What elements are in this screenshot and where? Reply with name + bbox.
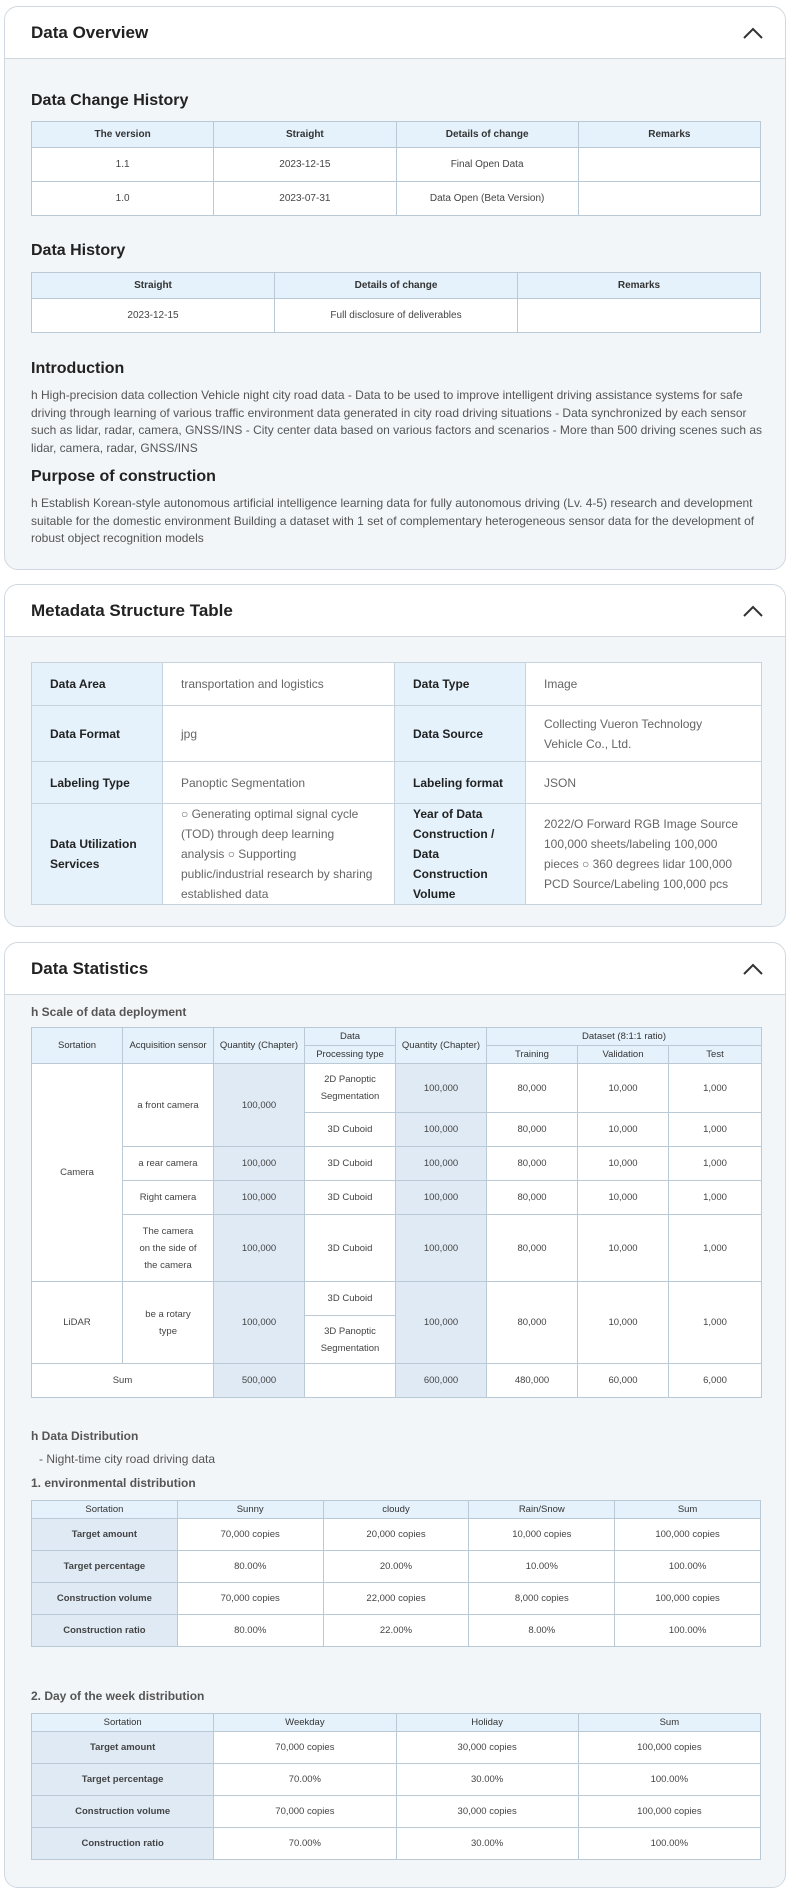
table-cell: Full disclosure of deliverables: [275, 299, 518, 333]
table-row: [32, 1732, 761, 1764]
training-cell: 80,000: [487, 1181, 578, 1215]
distribution-label: h Data Distribution: [31, 1429, 139, 1443]
table-row: [32, 1364, 762, 1398]
validation-cell: 10,000: [578, 1064, 669, 1113]
table-row: [32, 1583, 761, 1615]
processing-cell: [305, 1364, 396, 1398]
column-header: Straight: [214, 122, 396, 148]
column-header: Validation: [578, 1046, 669, 1064]
table-cell: [578, 182, 760, 216]
data-overview-title: Data Overview: [31, 22, 149, 42]
table-row: [32, 1519, 761, 1551]
processing-cell: 3D Cuboid: [305, 1181, 396, 1215]
column-header: Training: [487, 1046, 578, 1064]
change-history-table: [31, 121, 761, 216]
table-row: [32, 299, 761, 333]
table-cell: 8,000 copies: [469, 1583, 615, 1615]
data-history-table: [31, 272, 761, 333]
test-cell: 1,000: [669, 1282, 762, 1364]
column-header: The version: [32, 122, 214, 148]
table-cell: 100.00%: [615, 1615, 761, 1647]
column-header: cloudy: [323, 1501, 469, 1519]
row-header: Construction volume: [32, 1583, 178, 1615]
statistics-header[interactable]: [5, 943, 785, 995]
row-group-label: Camera: [32, 1064, 123, 1282]
table-cell: 100,000 copies: [615, 1519, 761, 1551]
table-cell: [578, 148, 760, 182]
sensor-cell: The camera on the side of the camera: [123, 1215, 214, 1282]
quantity-cell: 100,000: [396, 1282, 487, 1364]
meta-value: ○ Generating optimal signal cycle (TOD) through deep learning analysis ○ Supporting public/industrial research by sharing established data: [163, 804, 395, 905]
column-header: Remarks: [578, 122, 760, 148]
meta-value: Panoptic Segmentation: [163, 762, 395, 804]
table-cell: 70,000 copies: [177, 1583, 323, 1615]
table-row: [32, 1147, 762, 1181]
day-of-week-table: [31, 1713, 761, 1860]
table-cell: 1.1: [32, 148, 214, 182]
introduction-heading: Introduction: [31, 360, 125, 377]
training-cell: 80,000: [487, 1147, 578, 1181]
quantity-cell: 100,000: [396, 1181, 487, 1215]
meta-key: Data Utilization Services: [32, 804, 163, 905]
metadata-title: Metadata Structure Table: [31, 600, 233, 620]
table-row: [32, 1796, 761, 1828]
processing-cell: 3D Cuboid: [305, 1147, 396, 1181]
table-cell: 70,000 copies: [214, 1732, 396, 1764]
metadata-table: [31, 662, 762, 905]
test-cell: 1,000: [669, 1064, 762, 1113]
sum-label: Sum: [32, 1364, 214, 1398]
table-row: [32, 1551, 761, 1583]
meta-key: Data Source: [395, 706, 526, 762]
meta-value: transportation and logistics: [163, 663, 395, 706]
table-row: [32, 1828, 761, 1860]
column-header: Remarks: [518, 273, 761, 299]
table-cell: 70,000 copies: [177, 1519, 323, 1551]
environment-heading: 1. environmental distribution: [31, 1476, 196, 1490]
table-cell: 100,000 copies: [615, 1583, 761, 1615]
metadata-card: [4, 584, 786, 927]
meta-key: Data Format: [32, 706, 163, 762]
test-cell: 1,000: [669, 1181, 762, 1215]
test-cell: 1,000: [669, 1147, 762, 1181]
chevron-up-icon[interactable]: [743, 963, 763, 975]
table-cell: 100,000 copies: [578, 1732, 760, 1764]
quantity-cell: 100,000: [396, 1113, 487, 1147]
statistics-card: [4, 942, 786, 1888]
table-cell: 80.00%: [177, 1615, 323, 1647]
table-row: [32, 706, 762, 762]
table-cell: 10.00%: [469, 1551, 615, 1583]
purpose-text: h Establish Korean-style autonomous artificial intelligence learning data for fully autonomous driving (Lv. 4-5) research and development suitable for the domestic environment Building a dataset with 1 set of complementary heterogeneous sensor data for the development of robust object recognition models: [31, 496, 755, 545]
environment-table: [31, 1500, 761, 1647]
table-row: [32, 1181, 762, 1215]
quantity-cell: 100,000: [214, 1215, 305, 1282]
table-row: [32, 663, 762, 706]
table-cell: 30.00%: [396, 1764, 578, 1796]
meta-value: jpg: [163, 706, 395, 762]
day-of-week-heading: 2. Day of the week distribution: [31, 1689, 205, 1703]
table-cell: Data Open (Beta Version): [396, 182, 578, 216]
data-overview-header[interactable]: [5, 7, 785, 59]
table-cell: 22.00%: [323, 1615, 469, 1647]
sensor-cell: a rear camera: [123, 1147, 214, 1181]
column-header: Sum: [578, 1714, 760, 1732]
introduction-text: h High-precision data collection Vehicle night city road data - Data to be used to improve intelligent driving assistance systems for safe driving through learning of various traffic environment data generated in city road driving situations - Data synchronized by each sensor such as lidar, radar, camera, GNSS/INS - City center data based on various factors and scenarios - More than 500 driving scenes such as lidar, camera, radar, GNSS/INS: [31, 388, 763, 455]
column-header: Sunny: [177, 1501, 323, 1519]
column-header: Sortation: [32, 1714, 214, 1732]
row-header: Target percentage: [32, 1551, 178, 1583]
quantity-cell: 100,000: [214, 1282, 305, 1364]
meta-value: Collecting Vueron Technology Vehicle Co., Ltd.: [526, 706, 762, 762]
test-cell: 1,000: [669, 1215, 762, 1282]
scale-label: h Scale of data deployment: [31, 1005, 187, 1019]
table-cell: 2023-07-31: [214, 182, 396, 216]
table-cell: 100,000 copies: [578, 1796, 760, 1828]
meta-value: JSON: [526, 762, 762, 804]
table-row: [32, 148, 761, 182]
column-header: Test: [669, 1046, 762, 1064]
table-row: [32, 1215, 762, 1282]
table-cell: 22,000 copies: [323, 1583, 469, 1615]
column-header: Processing type: [305, 1046, 396, 1064]
table-cell: 2023-12-15: [214, 148, 396, 182]
chevron-up-icon[interactable]: [743, 27, 763, 39]
distribution-subtitle: - Night-time city road driving data: [39, 1452, 216, 1466]
quantity-cell: 100,000: [396, 1064, 487, 1113]
processing-cell: 3D Panoptic Segmentation: [305, 1316, 396, 1364]
quantity-cell: 100,000: [396, 1215, 487, 1282]
table-cell: 100.00%: [578, 1828, 760, 1860]
column-header: Rain/Snow: [469, 1501, 615, 1519]
data-history-heading: Data History: [31, 242, 126, 259]
validation-cell: 60,000: [578, 1364, 669, 1398]
processing-cell: 3D Cuboid: [305, 1282, 396, 1316]
table-row: [32, 182, 761, 216]
table-cell: 1.0: [32, 182, 214, 216]
processing-cell: 3D Cuboid: [305, 1215, 396, 1282]
table-cell: 20,000 copies: [323, 1519, 469, 1551]
table-row: [32, 1615, 761, 1647]
column-header: Sum: [615, 1501, 761, 1519]
table-cell: 100.00%: [578, 1764, 760, 1796]
column-header: Dataset (8:1:1 ratio): [487, 1028, 762, 1046]
chevron-up-icon[interactable]: [743, 605, 763, 617]
training-cell: 480,000: [487, 1364, 578, 1398]
table-cell: 20.00%: [323, 1551, 469, 1583]
column-header: Straight: [32, 273, 275, 299]
meta-key: Year of Data Construction / Data Construction Volume: [395, 804, 526, 905]
row-header: Target percentage: [32, 1764, 214, 1796]
column-header: Quantity (Chapter): [214, 1028, 305, 1064]
quantity-cell: 100,000: [214, 1147, 305, 1181]
row-header: Target amount: [32, 1732, 214, 1764]
meta-key: Data Type: [395, 663, 526, 706]
column-header: Holiday: [396, 1714, 578, 1732]
purpose-heading: Purpose of construction: [31, 468, 216, 485]
table-cell: 8.00%: [469, 1615, 615, 1647]
table-row: [32, 1764, 761, 1796]
training-cell: 80,000: [487, 1215, 578, 1282]
training-cell: 80,000: [487, 1064, 578, 1113]
quantity-cell: 500,000: [214, 1364, 305, 1398]
validation-cell: 10,000: [578, 1181, 669, 1215]
sensor-cell: be a rotary type: [123, 1282, 214, 1364]
table-cell: 70,000 copies: [214, 1796, 396, 1828]
row-header: Target amount: [32, 1519, 178, 1551]
sensor-cell: Right camera: [123, 1181, 214, 1215]
quantity-cell: 600,000: [396, 1364, 487, 1398]
test-cell: 1,000: [669, 1113, 762, 1147]
table-row: [32, 804, 762, 905]
table-cell: 70.00%: [214, 1764, 396, 1796]
sensor-cell: a front camera: [123, 1064, 214, 1147]
validation-cell: 10,000: [578, 1147, 669, 1181]
test-cell: 6,000: [669, 1364, 762, 1398]
table-header-row: [32, 1028, 762, 1046]
table-cell: 10,000 copies: [469, 1519, 615, 1551]
table-cell: 70.00%: [214, 1828, 396, 1860]
column-header: Data: [305, 1028, 396, 1046]
table-row: [32, 762, 762, 804]
table-cell: 30.00%: [396, 1828, 578, 1860]
column-header: Quantity (Chapter): [396, 1028, 487, 1064]
column-header: Sortation: [32, 1501, 178, 1519]
table-cell: 30,000 copies: [396, 1732, 578, 1764]
column-header: Details of change: [396, 122, 578, 148]
meta-key: Labeling Type: [32, 762, 163, 804]
meta-key: Labeling format: [395, 762, 526, 804]
column-header: Sortation: [32, 1028, 123, 1064]
table-row: [32, 1282, 762, 1316]
row-header: Construction volume: [32, 1796, 214, 1828]
row-header: Construction ratio: [32, 1615, 178, 1647]
processing-cell: 2D Panoptic Segmentation: [305, 1064, 396, 1113]
quantity-cell: 100,000: [214, 1181, 305, 1215]
table-cell: Final Open Data: [396, 148, 578, 182]
metadata-header[interactable]: [5, 585, 785, 637]
column-header: Weekday: [214, 1714, 396, 1732]
training-cell: 80,000: [487, 1113, 578, 1147]
row-group-label: LiDAR: [32, 1282, 123, 1364]
table-cell: 2023-12-15: [32, 299, 275, 333]
meta-key: Data Area: [32, 663, 163, 706]
processing-cell: 3D Cuboid: [305, 1113, 396, 1147]
deployment-table: [31, 1027, 762, 1398]
change-history-heading: Data Change History: [31, 92, 189, 109]
data-overview-card: [4, 6, 786, 570]
validation-cell: 10,000: [578, 1113, 669, 1147]
meta-value: Image: [526, 663, 762, 706]
column-header: Acquisition sensor: [123, 1028, 214, 1064]
table-row: [32, 1064, 762, 1113]
table-cell: [518, 299, 761, 333]
quantity-cell: 100,000: [214, 1064, 305, 1147]
table-cell: 100.00%: [615, 1551, 761, 1583]
training-cell: 80,000: [487, 1282, 578, 1364]
validation-cell: 10,000: [578, 1215, 669, 1282]
table-cell: 30,000 copies: [396, 1796, 578, 1828]
statistics-title: Data Statistics: [31, 958, 149, 978]
row-header: Construction ratio: [32, 1828, 214, 1860]
quantity-cell: 100,000: [396, 1147, 487, 1181]
table-cell: 80.00%: [177, 1551, 323, 1583]
validation-cell: 10,000: [578, 1282, 669, 1364]
column-header: Details of change: [275, 273, 518, 299]
meta-value: 2022/O Forward RGB Image Source 100,000 sheets/labeling 100,000 pieces ○ 360 degrees lidar 100,000 PCD Source/Labeling 100,000 pcs: [526, 804, 762, 905]
